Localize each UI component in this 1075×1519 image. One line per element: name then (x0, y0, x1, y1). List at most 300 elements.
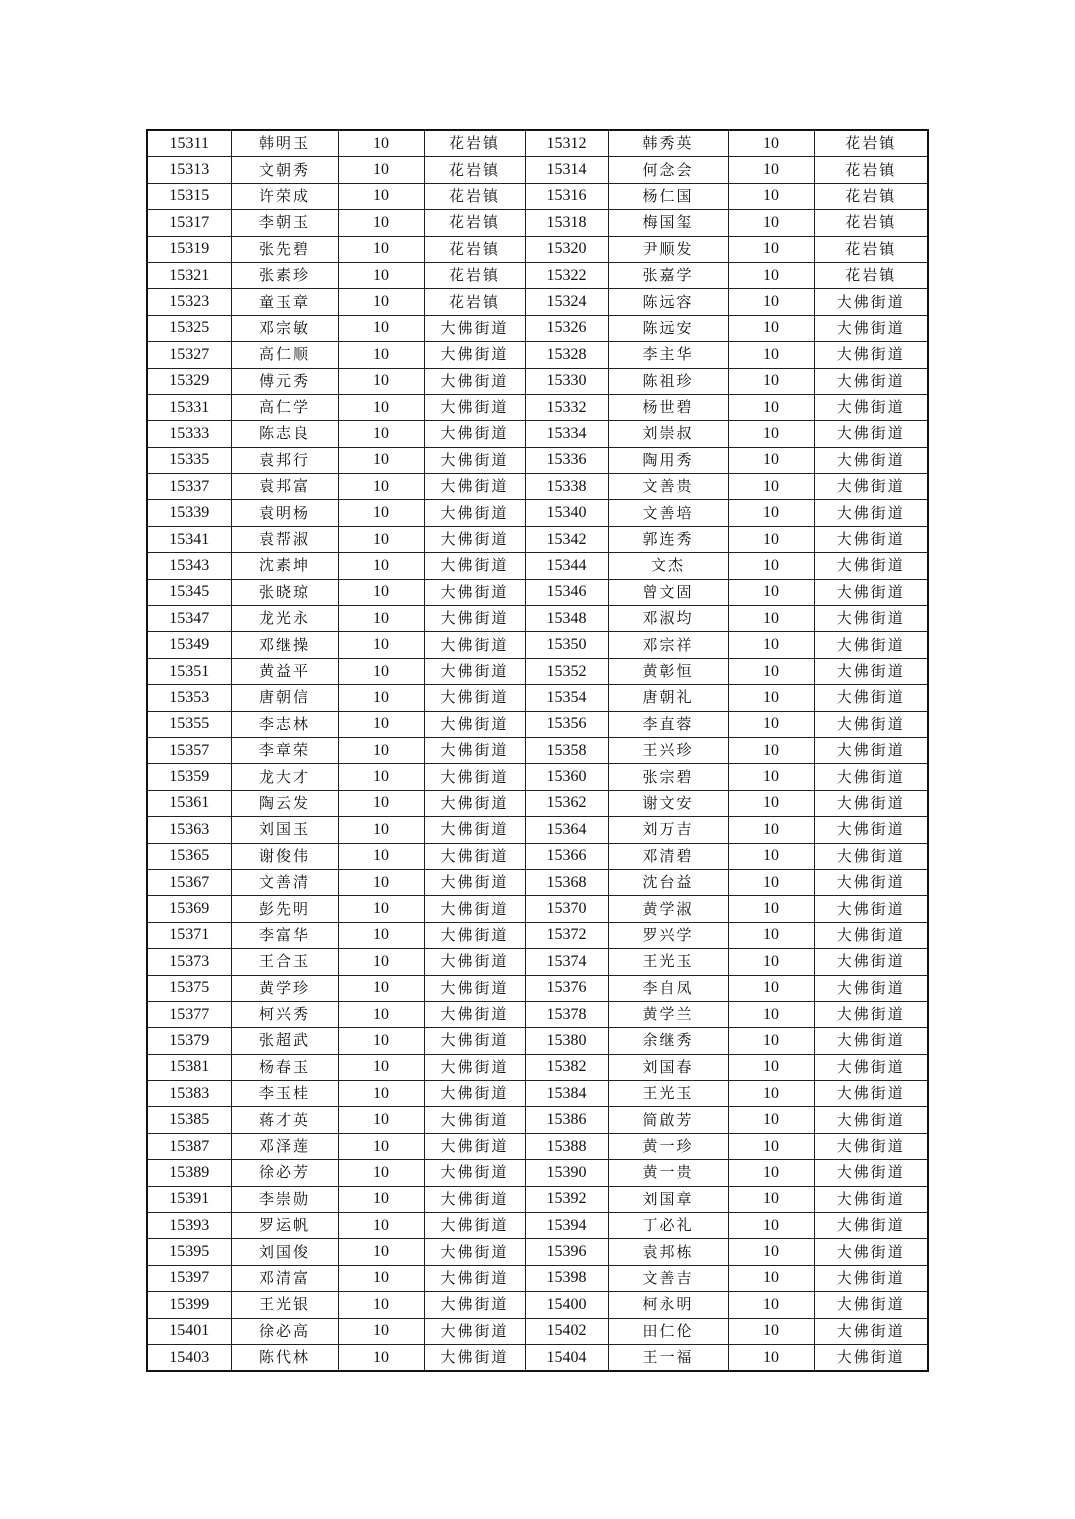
record-id-cell: 15385 (147, 1107, 231, 1133)
record-id-cell: 15321 (147, 262, 231, 288)
table-row (147, 421, 928, 447)
record-id-cell: 15316 (525, 183, 608, 209)
town-cell: 大佛街道 (424, 817, 525, 843)
record-id-cell: 15368 (525, 869, 608, 895)
amount-cell: 10 (728, 1001, 814, 1027)
town-cell: 大佛街道 (424, 553, 525, 579)
town-cell: 大佛街道 (814, 658, 928, 684)
town-cell: 大佛街道 (424, 1001, 525, 1027)
table-row (147, 1001, 928, 1027)
amount-cell: 10 (728, 1344, 814, 1371)
record-id-cell: 15345 (147, 579, 231, 605)
record-id-cell: 15323 (147, 289, 231, 315)
person-name-cell: 文杰 (608, 553, 728, 579)
town-cell: 大佛街道 (424, 1318, 525, 1344)
town-cell: 大佛街道 (424, 1054, 525, 1080)
amount-cell: 10 (728, 1186, 814, 1212)
town-cell: 大佛街道 (814, 1081, 928, 1107)
person-name-cell: 李主华 (608, 342, 728, 368)
amount-cell: 10 (728, 262, 814, 288)
person-name-cell: 李章荣 (231, 737, 338, 763)
amount-cell: 10 (728, 157, 814, 183)
person-name-cell: 谢文安 (608, 790, 728, 816)
table-row (147, 790, 928, 816)
person-name-cell: 高仁顺 (231, 342, 338, 368)
record-id-cell: 15391 (147, 1186, 231, 1212)
record-id-cell: 15390 (525, 1160, 608, 1186)
amount-cell: 10 (338, 1133, 424, 1159)
amount-cell: 10 (338, 896, 424, 922)
town-cell: 大佛街道 (424, 1239, 525, 1265)
person-name-cell: 柯兴秀 (231, 1001, 338, 1027)
person-name-cell: 刘万吉 (608, 817, 728, 843)
town-cell: 大佛街道 (814, 315, 928, 341)
record-id-cell: 15363 (147, 817, 231, 843)
amount-cell: 10 (338, 949, 424, 975)
amount-cell: 10 (338, 394, 424, 420)
town-cell: 大佛街道 (424, 1292, 525, 1318)
person-name-cell: 王光玉 (608, 1081, 728, 1107)
record-id-cell: 15357 (147, 737, 231, 763)
record-id-cell: 15343 (147, 553, 231, 579)
table-row (147, 447, 928, 473)
person-name-cell: 袁明杨 (231, 500, 338, 526)
person-name-cell: 陈远容 (608, 289, 728, 315)
town-cell: 大佛街道 (814, 1133, 928, 1159)
person-name-cell: 梅国玺 (608, 210, 728, 236)
person-name-cell: 田仁伦 (608, 1318, 728, 1344)
town-cell: 大佛街道 (424, 342, 525, 368)
town-cell: 大佛街道 (814, 922, 928, 948)
amount-cell: 10 (338, 1107, 424, 1133)
record-id-cell: 15344 (525, 553, 608, 579)
town-cell: 大佛街道 (424, 421, 525, 447)
town-cell: 大佛街道 (814, 896, 928, 922)
amount-cell: 10 (728, 1265, 814, 1291)
table-row (147, 1213, 928, 1239)
person-name-cell: 黄一珍 (608, 1133, 728, 1159)
record-id-cell: 15402 (525, 1318, 608, 1344)
record-id-cell: 15318 (525, 210, 608, 236)
record-id-cell: 15332 (525, 394, 608, 420)
record-id-cell: 15378 (525, 1001, 608, 1027)
person-name-cell: 郭连秀 (608, 526, 728, 552)
amount-cell: 10 (338, 157, 424, 183)
person-name-cell: 谢俊伟 (231, 843, 338, 869)
person-name-cell: 黄学淑 (608, 896, 728, 922)
town-cell: 大佛街道 (814, 843, 928, 869)
person-name-cell: 文朝秀 (231, 157, 338, 183)
record-id-cell: 15354 (525, 685, 608, 711)
person-name-cell: 丁必礼 (608, 1213, 728, 1239)
town-cell: 大佛街道 (814, 1107, 928, 1133)
table-row (147, 606, 928, 632)
town-cell: 花岩镇 (814, 210, 928, 236)
amount-cell: 10 (728, 817, 814, 843)
record-id-cell: 15360 (525, 764, 608, 790)
person-name-cell: 邓清富 (231, 1265, 338, 1291)
person-name-cell: 许荣成 (231, 183, 338, 209)
person-name-cell: 杨春玉 (231, 1054, 338, 1080)
person-name-cell: 李富华 (231, 922, 338, 948)
amount-cell: 10 (338, 1265, 424, 1291)
record-id-cell: 15317 (147, 210, 231, 236)
person-name-cell: 邓继操 (231, 632, 338, 658)
town-cell: 大佛街道 (814, 500, 928, 526)
amount-cell: 10 (338, 183, 424, 209)
town-cell: 大佛街道 (424, 1028, 525, 1054)
table-row (147, 183, 928, 209)
table-row (147, 368, 928, 394)
table-row (147, 526, 928, 552)
town-cell: 花岩镇 (424, 183, 525, 209)
record-id-cell: 15353 (147, 685, 231, 711)
town-cell: 花岩镇 (424, 236, 525, 262)
amount-cell: 10 (728, 421, 814, 447)
amount-cell: 10 (728, 658, 814, 684)
record-id-cell: 15330 (525, 368, 608, 394)
table-row (147, 315, 928, 341)
record-id-cell: 15341 (147, 526, 231, 552)
table-row (147, 1186, 928, 1212)
amount-cell: 10 (338, 1344, 424, 1371)
person-name-cell: 高仁学 (231, 394, 338, 420)
amount-cell: 10 (728, 922, 814, 948)
person-name-cell: 刘崇叔 (608, 421, 728, 447)
town-cell: 大佛街道 (424, 1133, 525, 1159)
table-row (147, 1054, 928, 1080)
town-cell: 大佛街道 (424, 922, 525, 948)
amount-cell: 10 (728, 368, 814, 394)
person-name-cell: 文善培 (608, 500, 728, 526)
person-name-cell: 王兴珍 (608, 737, 728, 763)
record-id-cell: 15355 (147, 711, 231, 737)
amount-cell: 10 (728, 843, 814, 869)
record-id-cell: 15312 (525, 130, 608, 157)
amount-cell: 10 (728, 1213, 814, 1239)
town-cell: 大佛街道 (424, 394, 525, 420)
amount-cell: 10 (338, 790, 424, 816)
person-name-cell: 徐必芳 (231, 1160, 338, 1186)
amount-cell: 10 (338, 869, 424, 895)
record-id-cell: 15383 (147, 1081, 231, 1107)
amount-cell: 10 (338, 1186, 424, 1212)
town-cell: 大佛街道 (424, 764, 525, 790)
town-cell: 大佛街道 (424, 526, 525, 552)
record-id-cell: 15398 (525, 1265, 608, 1291)
amount-cell: 10 (338, 500, 424, 526)
table-row (147, 922, 928, 948)
record-id-cell: 15386 (525, 1107, 608, 1133)
person-name-cell: 袁邦富 (231, 474, 338, 500)
record-id-cell: 15334 (525, 421, 608, 447)
record-id-cell: 15399 (147, 1292, 231, 1318)
amount-cell: 10 (728, 394, 814, 420)
town-cell: 大佛街道 (814, 1213, 928, 1239)
record-id-cell: 15336 (525, 447, 608, 473)
amount-cell: 10 (338, 262, 424, 288)
person-name-cell: 柯永明 (608, 1292, 728, 1318)
amount-cell: 10 (338, 447, 424, 473)
amount-cell: 10 (728, 579, 814, 605)
person-name-cell: 袁邦行 (231, 447, 338, 473)
amount-cell: 10 (338, 817, 424, 843)
town-cell: 大佛街道 (424, 896, 525, 922)
amount-cell: 10 (338, 606, 424, 632)
town-cell: 大佛街道 (424, 975, 525, 1001)
person-name-cell: 邓淑均 (608, 606, 728, 632)
table-row (147, 394, 928, 420)
town-cell: 大佛街道 (814, 421, 928, 447)
person-name-cell: 陶云发 (231, 790, 338, 816)
person-name-cell: 邓宗敏 (231, 315, 338, 341)
amount-cell: 10 (728, 711, 814, 737)
person-name-cell: 王合玉 (231, 949, 338, 975)
town-cell: 大佛街道 (424, 737, 525, 763)
person-name-cell: 王光玉 (608, 949, 728, 975)
person-name-cell: 杨仁国 (608, 183, 728, 209)
person-name-cell: 蒋才英 (231, 1107, 338, 1133)
record-id-cell: 15375 (147, 975, 231, 1001)
record-id-cell: 15387 (147, 1133, 231, 1159)
amount-cell: 10 (728, 130, 814, 157)
record-id-cell: 15403 (147, 1344, 231, 1371)
table-row (147, 342, 928, 368)
person-name-cell: 张超武 (231, 1028, 338, 1054)
record-id-cell: 15401 (147, 1318, 231, 1344)
record-id-cell: 15372 (525, 922, 608, 948)
record-id-cell: 15328 (525, 342, 608, 368)
amount-cell: 10 (728, 1318, 814, 1344)
town-cell: 花岩镇 (424, 289, 525, 315)
town-cell: 花岩镇 (424, 130, 525, 157)
record-id-cell: 15371 (147, 922, 231, 948)
record-id-cell: 15376 (525, 975, 608, 1001)
amount-cell: 10 (728, 764, 814, 790)
person-name-cell: 李志林 (231, 711, 338, 737)
amount-cell: 10 (338, 975, 424, 1001)
amount-cell: 10 (338, 1292, 424, 1318)
town-cell: 大佛街道 (424, 579, 525, 605)
record-id-cell: 15394 (525, 1213, 608, 1239)
amount-cell: 10 (728, 896, 814, 922)
amount-cell: 10 (728, 1028, 814, 1054)
person-name-cell: 唐朝信 (231, 685, 338, 711)
record-id-cell: 15314 (525, 157, 608, 183)
person-name-cell: 黄益平 (231, 658, 338, 684)
record-id-cell: 15349 (147, 632, 231, 658)
record-id-cell: 15365 (147, 843, 231, 869)
town-cell: 大佛街道 (814, 526, 928, 552)
amount-cell: 10 (728, 1107, 814, 1133)
table-row (147, 474, 928, 500)
person-name-cell: 张宗碧 (608, 764, 728, 790)
town-cell: 大佛街道 (814, 1001, 928, 1027)
table-row (147, 737, 928, 763)
record-id-cell: 15388 (525, 1133, 608, 1159)
table-row (147, 1081, 928, 1107)
amount-cell: 10 (338, 315, 424, 341)
table-row (147, 817, 928, 843)
record-id-cell: 15337 (147, 474, 231, 500)
roster-body (147, 130, 928, 1371)
amount-cell: 10 (728, 632, 814, 658)
amount-cell: 10 (338, 130, 424, 157)
amount-cell: 10 (338, 579, 424, 605)
record-id-cell: 15335 (147, 447, 231, 473)
record-id-cell: 15374 (525, 949, 608, 975)
record-id-cell: 15338 (525, 474, 608, 500)
record-id-cell: 15384 (525, 1081, 608, 1107)
table-row (147, 1160, 928, 1186)
person-name-cell: 何念会 (608, 157, 728, 183)
amount-cell: 10 (728, 790, 814, 816)
town-cell: 大佛街道 (814, 606, 928, 632)
person-name-cell: 罗运帆 (231, 1213, 338, 1239)
town-cell: 大佛街道 (814, 737, 928, 763)
town-cell: 大佛街道 (424, 790, 525, 816)
town-cell: 大佛街道 (814, 790, 928, 816)
amount-cell: 10 (728, 500, 814, 526)
town-cell: 大佛街道 (424, 1265, 525, 1291)
town-cell: 大佛街道 (814, 1292, 928, 1318)
record-id-cell: 15329 (147, 368, 231, 394)
table-row (147, 500, 928, 526)
amount-cell: 10 (338, 1028, 424, 1054)
town-cell: 大佛街道 (814, 1239, 928, 1265)
person-name-cell: 韩明玉 (231, 130, 338, 157)
person-name-cell: 尹顺发 (608, 236, 728, 262)
table-row (147, 553, 928, 579)
amount-cell: 10 (338, 1160, 424, 1186)
town-cell: 花岩镇 (424, 210, 525, 236)
amount-cell: 10 (338, 210, 424, 236)
town-cell: 大佛街道 (814, 1344, 928, 1371)
table-row (147, 843, 928, 869)
record-id-cell: 15364 (525, 817, 608, 843)
person-name-cell: 黄一贵 (608, 1160, 728, 1186)
table-row (147, 975, 928, 1001)
town-cell: 大佛街道 (814, 1318, 928, 1344)
amount-cell: 10 (728, 737, 814, 763)
record-id-cell: 15311 (147, 130, 231, 157)
town-cell: 大佛街道 (424, 843, 525, 869)
town-cell: 大佛街道 (814, 474, 928, 500)
person-name-cell: 傅元秀 (231, 368, 338, 394)
record-id-cell: 15370 (525, 896, 608, 922)
town-cell: 大佛街道 (424, 711, 525, 737)
amount-cell: 10 (728, 1054, 814, 1080)
town-cell: 大佛街道 (424, 368, 525, 394)
person-name-cell: 刘国章 (608, 1186, 728, 1212)
amount-cell: 10 (338, 711, 424, 737)
person-name-cell: 唐朝礼 (608, 685, 728, 711)
table-row (147, 1265, 928, 1291)
table-row (147, 1133, 928, 1159)
record-id-cell: 15381 (147, 1054, 231, 1080)
amount-cell: 10 (338, 553, 424, 579)
record-id-cell: 15367 (147, 869, 231, 895)
person-name-cell: 罗兴学 (608, 922, 728, 948)
record-id-cell: 15373 (147, 949, 231, 975)
roster-table (146, 129, 929, 1372)
town-cell: 大佛街道 (814, 579, 928, 605)
record-id-cell: 15397 (147, 1265, 231, 1291)
table-row (147, 658, 928, 684)
town-cell: 大佛街道 (814, 869, 928, 895)
town-cell: 大佛街道 (424, 869, 525, 895)
amount-cell: 10 (338, 764, 424, 790)
amount-cell: 10 (728, 183, 814, 209)
person-name-cell: 徐必高 (231, 1318, 338, 1344)
town-cell: 花岩镇 (814, 262, 928, 288)
person-name-cell: 龙光永 (231, 606, 338, 632)
person-name-cell: 刘国俊 (231, 1239, 338, 1265)
table-row (147, 157, 928, 183)
person-name-cell: 文善吉 (608, 1265, 728, 1291)
record-id-cell: 15352 (525, 658, 608, 684)
amount-cell: 10 (338, 922, 424, 948)
amount-cell: 10 (728, 342, 814, 368)
record-id-cell: 15382 (525, 1054, 608, 1080)
amount-cell: 10 (338, 632, 424, 658)
person-name-cell: 龙大才 (231, 764, 338, 790)
person-name-cell: 彭先明 (231, 896, 338, 922)
amount-cell: 10 (728, 210, 814, 236)
town-cell: 大佛街道 (424, 685, 525, 711)
table-row (147, 685, 928, 711)
record-id-cell: 15389 (147, 1160, 231, 1186)
town-cell: 大佛街道 (814, 1054, 928, 1080)
record-id-cell: 15366 (525, 843, 608, 869)
table-row (147, 632, 928, 658)
town-cell: 大佛街道 (424, 1160, 525, 1186)
amount-cell: 10 (728, 447, 814, 473)
record-id-cell: 15331 (147, 394, 231, 420)
town-cell: 大佛街道 (424, 1213, 525, 1239)
record-id-cell: 15358 (525, 737, 608, 763)
amount-cell: 10 (728, 1133, 814, 1159)
table-row (147, 210, 928, 236)
amount-cell: 10 (728, 606, 814, 632)
amount-cell: 10 (338, 236, 424, 262)
table-row (147, 1239, 928, 1265)
table-row (147, 896, 928, 922)
person-name-cell: 黄学兰 (608, 1001, 728, 1027)
person-name-cell: 李玉桂 (231, 1081, 338, 1107)
town-cell: 大佛街道 (814, 289, 928, 315)
record-id-cell: 15392 (525, 1186, 608, 1212)
record-id-cell: 15395 (147, 1239, 231, 1265)
town-cell: 大佛街道 (424, 474, 525, 500)
town-cell: 大佛街道 (424, 447, 525, 473)
amount-cell: 10 (338, 1318, 424, 1344)
person-name-cell: 李朝玉 (231, 210, 338, 236)
amount-cell: 10 (728, 526, 814, 552)
amount-cell: 10 (728, 685, 814, 711)
table-row (147, 1107, 928, 1133)
record-id-cell: 15362 (525, 790, 608, 816)
amount-cell: 10 (338, 342, 424, 368)
record-id-cell: 15315 (147, 183, 231, 209)
person-name-cell: 张嘉学 (608, 262, 728, 288)
town-cell: 大佛街道 (814, 975, 928, 1001)
town-cell: 大佛街道 (814, 1186, 928, 1212)
person-name-cell: 刘国玉 (231, 817, 338, 843)
person-name-cell: 张先碧 (231, 236, 338, 262)
town-cell: 大佛街道 (424, 1081, 525, 1107)
record-id-cell: 15324 (525, 289, 608, 315)
